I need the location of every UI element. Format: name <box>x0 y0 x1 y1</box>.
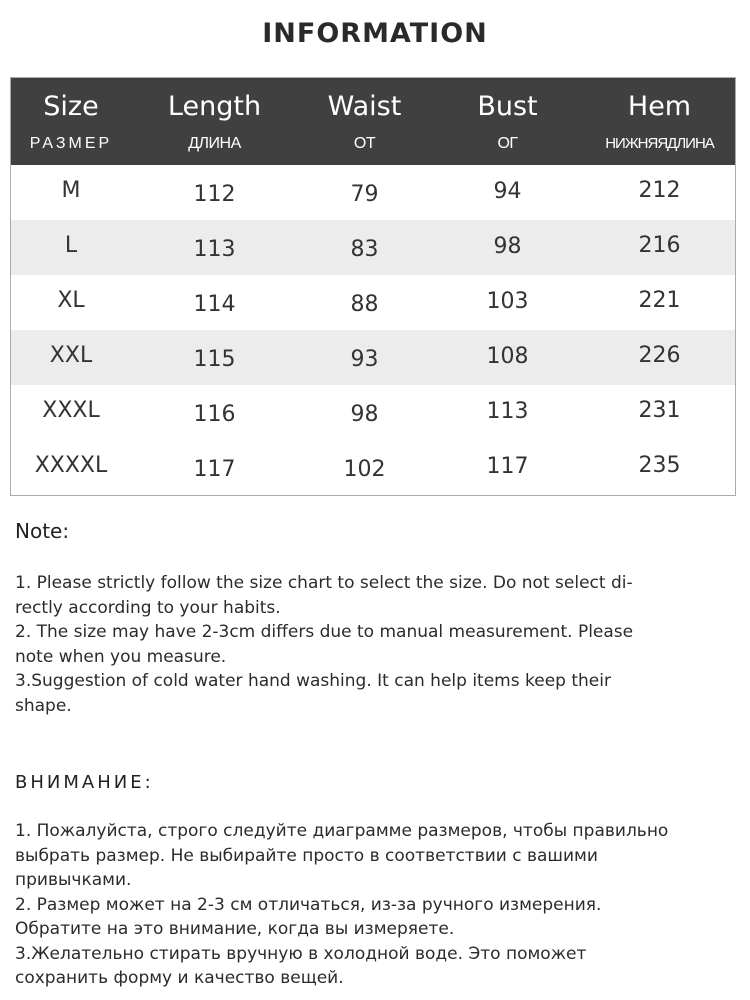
note-line: выбрать размер. Не выбирайте просто в соответствии с вашими <box>15 845 598 866</box>
note-russian <box>15 772 730 991</box>
note-line: shape. <box>15 695 72 716</box>
header-waist-ru: ОТ <box>353 135 376 152</box>
cell-bust: 94 <box>493 179 522 204</box>
cell-bust: 117 <box>486 454 529 479</box>
cell-bust: 113 <box>486 399 529 424</box>
note-heading-ru: ВНИМАНИЕ: <box>15 772 154 793</box>
cell-length: 113 <box>193 237 236 262</box>
cell-waist: 98 <box>350 402 379 427</box>
cell-waist: 83 <box>350 237 379 262</box>
cell-length: 112 <box>193 182 236 207</box>
cell-length: 114 <box>193 292 236 317</box>
table-row <box>11 385 735 440</box>
note-line: 3.Suggestion of cold water hand washing. It can help items keep their <box>15 671 611 691</box>
header-hem-en: Hem <box>627 91 692 122</box>
page-title: INFORMATION <box>262 18 488 49</box>
header-size-en: Size <box>43 91 99 122</box>
note-english <box>15 519 730 718</box>
table-row <box>11 440 735 495</box>
note-line: note when you measure. <box>15 646 227 667</box>
cell-size: XXXXL <box>34 453 108 478</box>
cell-hem: 212 <box>638 178 681 203</box>
cell-size: XL <box>57 288 85 313</box>
cell-hem: 226 <box>638 343 681 368</box>
header-waist-en: Waist <box>327 91 402 122</box>
cell-bust: 103 <box>486 289 529 314</box>
cell-waist: 102 <box>343 457 386 482</box>
cell-size: M <box>61 178 81 203</box>
cell-size: XXL <box>49 343 93 368</box>
table-row <box>11 220 735 275</box>
cell-hem: 216 <box>638 233 681 258</box>
note-line: сохранить форму и качество вещей. <box>15 968 344 988</box>
header-hem-ru: НИЖНЯЯДЛИНА <box>605 135 714 152</box>
table-row <box>11 275 735 330</box>
header-hem <box>584 78 735 165</box>
note-line: 1. Please strictly follow the size chart to select the size. Do not select di- <box>15 573 633 593</box>
cell-hem: 235 <box>638 453 681 478</box>
cell-size: L <box>64 233 78 258</box>
note-line: 2. Размер может на 2-3 см отличаться, из-за ручного измерения. <box>15 894 602 915</box>
table-header-row <box>11 78 735 165</box>
note-line: 2. The size may have 2-3cm differs due to manual measurement. Please <box>15 622 634 642</box>
note-line: привычками. <box>15 870 132 890</box>
cell-hem: 231 <box>638 398 681 423</box>
header-waist <box>298 78 431 165</box>
note-heading: Note: <box>15 519 70 543</box>
note-line: Обратите на это внимание, когда вы измеряете. <box>15 919 455 939</box>
header-length-en: Length <box>167 91 262 122</box>
header-size <box>11 78 131 165</box>
header-length <box>131 78 298 165</box>
table-row <box>11 330 735 385</box>
header-size-ru: РАЗМЕР <box>29 135 113 152</box>
cell-waist: 93 <box>350 347 379 372</box>
cell-waist: 79 <box>350 182 379 207</box>
cell-bust: 108 <box>486 344 529 369</box>
cell-hem: 221 <box>638 288 681 313</box>
note-line: rectly according to your habits. <box>15 597 281 618</box>
table-row <box>11 165 735 220</box>
header-length-ru: ДЛИНА <box>188 135 241 152</box>
header-bust-en: Bust <box>477 91 538 122</box>
size-chart-table <box>10 77 736 496</box>
note-line: 3.Желательно стирать вручную в холодной воде. Это поможет <box>15 943 587 964</box>
note-line: 1. Пожалуйста, строго следуйте диаграмме размеров, чтобы правильно <box>15 821 669 841</box>
cell-length: 117 <box>193 457 236 482</box>
cell-size: XXXL <box>42 398 100 423</box>
cell-length: 116 <box>193 402 236 427</box>
header-bust-ru: ОГ <box>497 135 518 152</box>
cell-length: 115 <box>193 347 236 372</box>
cell-bust: 98 <box>493 234 522 259</box>
header-bust <box>431 78 584 165</box>
cell-waist: 88 <box>350 292 379 317</box>
